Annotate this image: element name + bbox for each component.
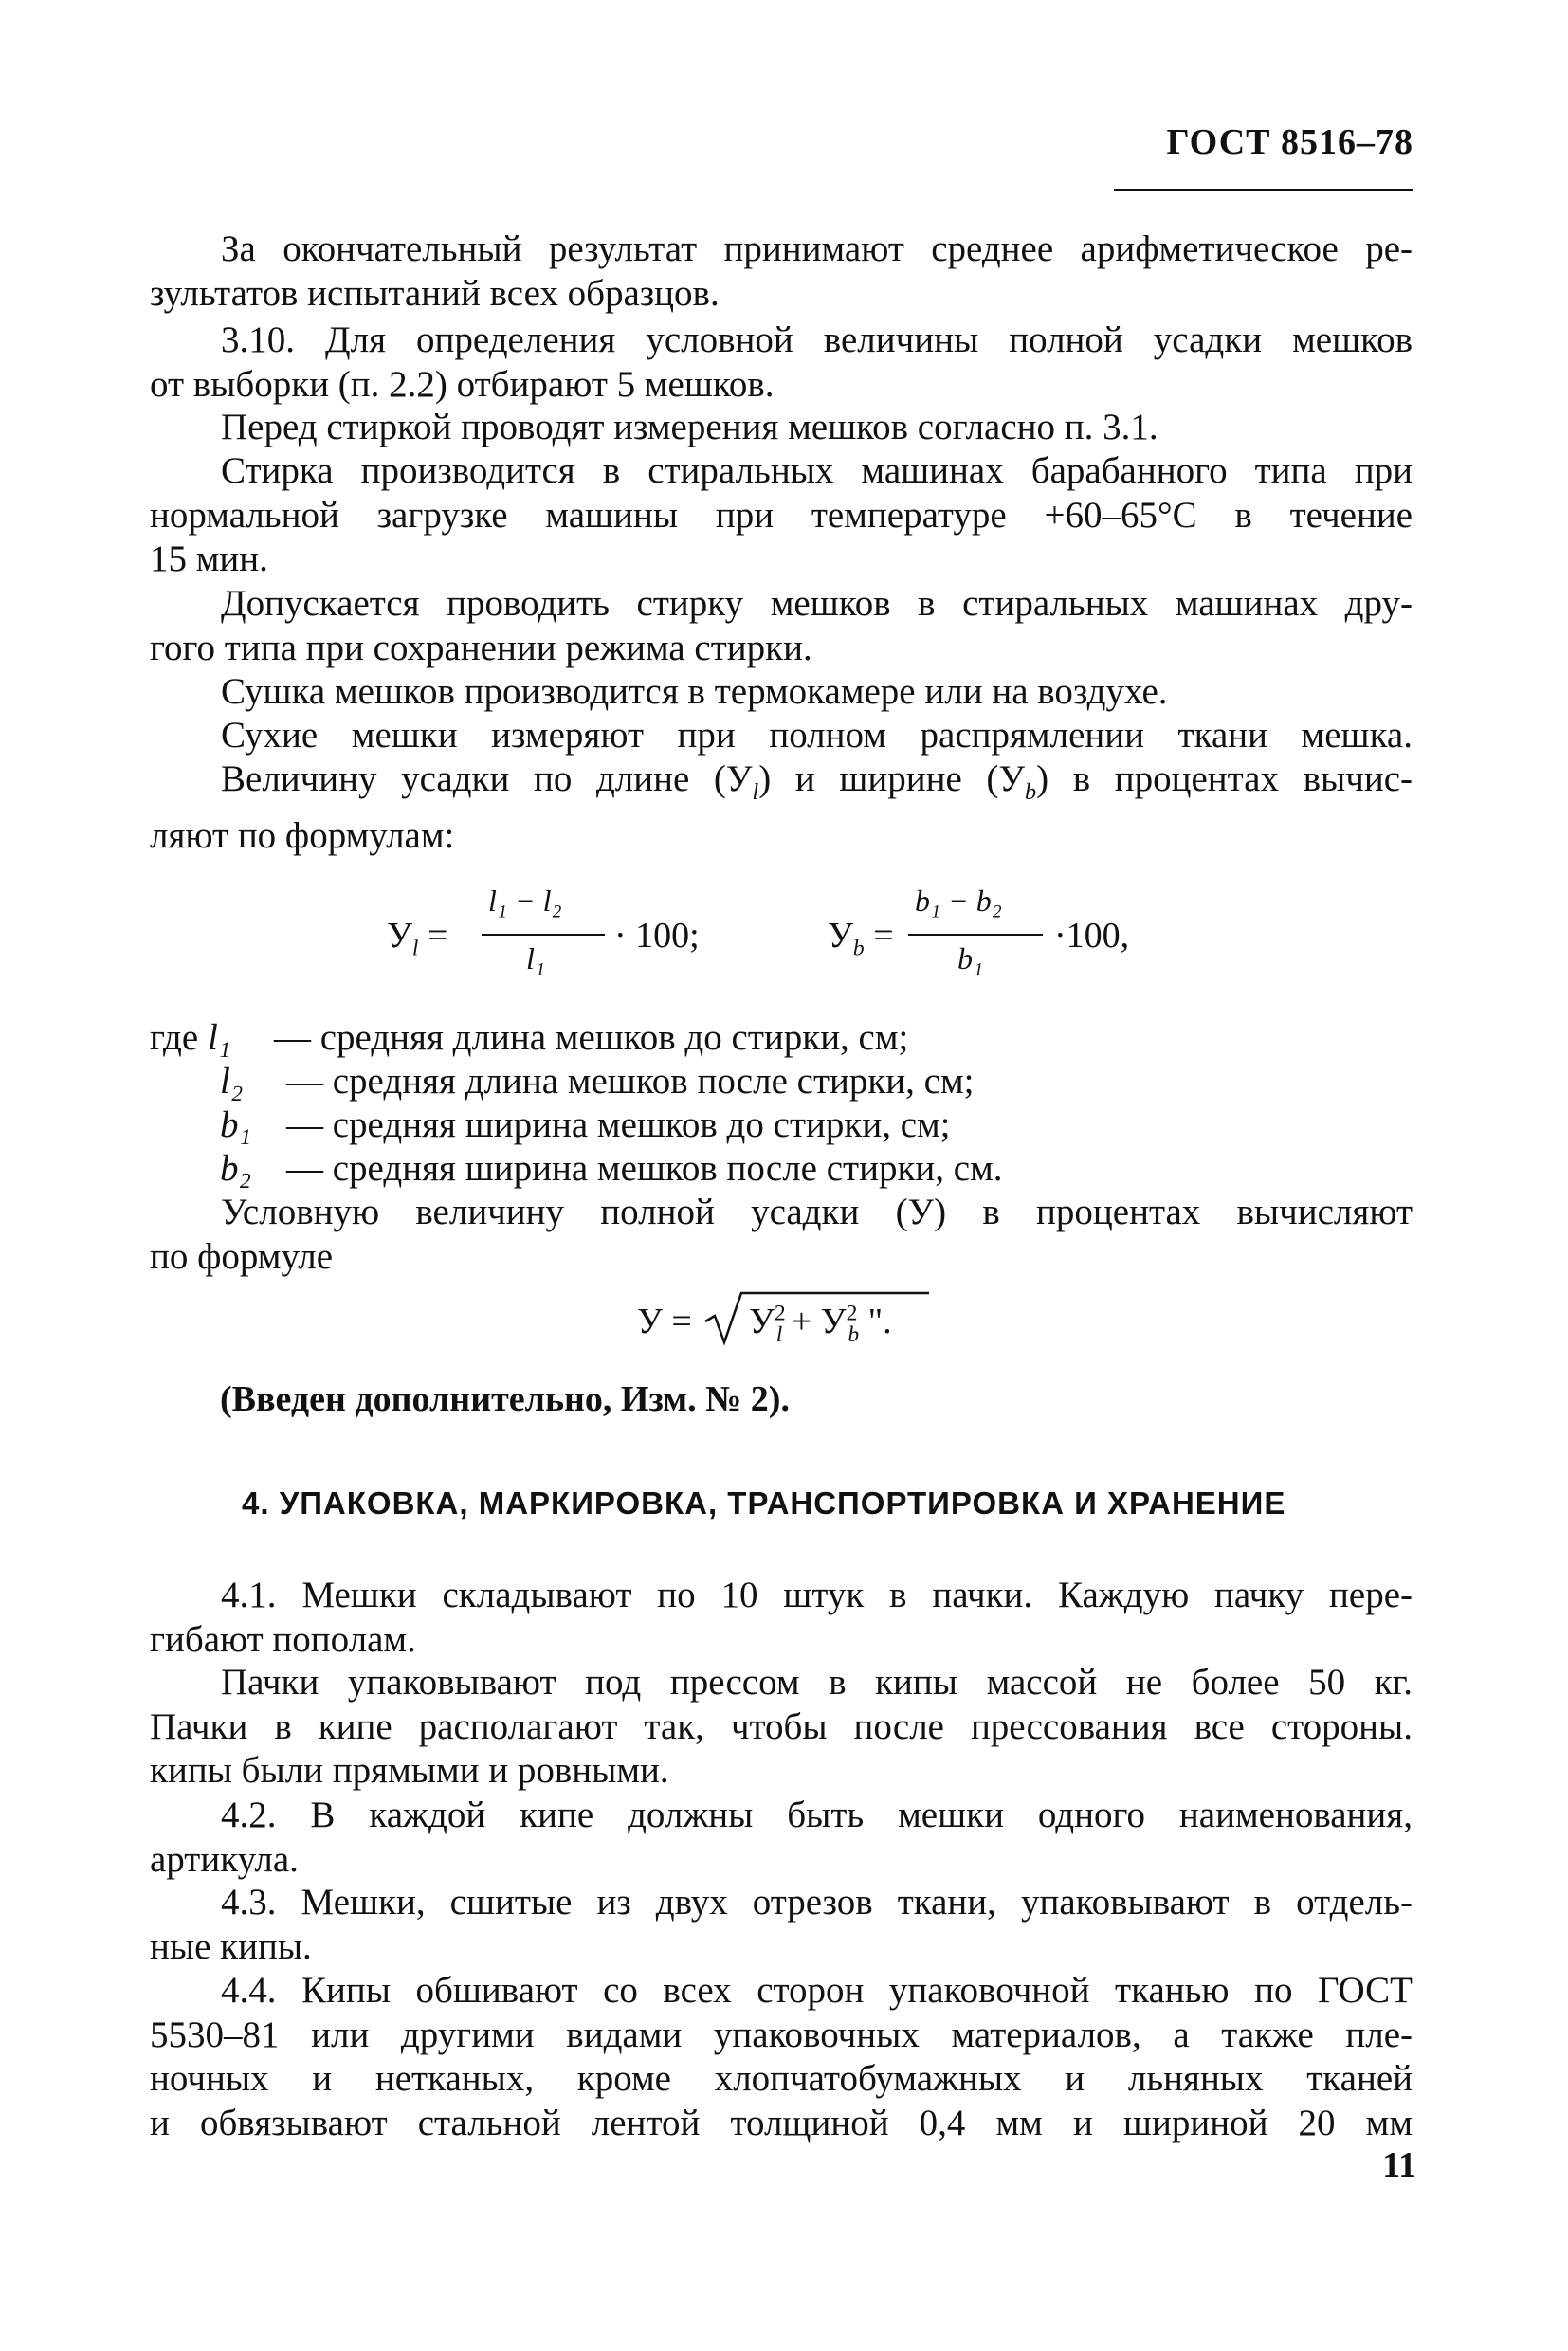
paragraph-3-10 bbox=[150, 319, 1413, 407]
text-line: ные кипы. bbox=[150, 1925, 312, 1967]
fraction-bar bbox=[482, 934, 605, 936]
text-line: артикула. bbox=[150, 1838, 299, 1880]
amendment-note: (Введен дополнительно, Изм. № 2). bbox=[220, 1379, 790, 1419]
paragraph-allowed bbox=[150, 582, 1413, 670]
text-line: Пачки в кипе располагают так, чтобы после прессования все стороны. bbox=[150, 1705, 1413, 1747]
paragraph-dry2 bbox=[150, 714, 1413, 758]
paragraph-measure bbox=[150, 406, 1413, 450]
formula-width-lhs: $У_b$ = bbox=[828, 916, 894, 961]
text-line: Перед стиркой проводят измерения мешков согласно п. 3.1. bbox=[221, 407, 1158, 447]
text-line: гибают пополам. bbox=[150, 1618, 416, 1660]
text-line: За окончательный результат принимают среднее арифметическое ре- bbox=[221, 228, 1413, 269]
formula-total-lhs: У = bbox=[637, 1302, 692, 1341]
text-line: кипы были прямыми и ровными. bbox=[150, 1750, 669, 1791]
formula-width-denominator: b₁ bbox=[957, 941, 984, 975]
paragraph-wash bbox=[150, 449, 1413, 582]
formula-total-radicand: $У^2_l + У^2_b$ ". bbox=[749, 1301, 892, 1347]
standard-code: ГОСТ 8516–78 bbox=[1166, 122, 1413, 162]
fraction-bar bbox=[908, 934, 1043, 936]
paragraph-total bbox=[150, 1191, 1413, 1279]
text-line: 15 мин. bbox=[150, 538, 268, 579]
page-number: 11 bbox=[1382, 2145, 1416, 2185]
text-line: Сушка мешков производится в термокамере или на воздухе. bbox=[221, 671, 1168, 712]
paragraph-4-1 bbox=[150, 1574, 1413, 1662]
definition-row: где l₁ — средняя длина мешков до стирки, см; bbox=[150, 1017, 909, 1058]
text-line: от выборки (п. 2.2) отбирают 5 мешков. bbox=[150, 363, 775, 405]
formula-width-numerator: b₁ − b₂ bbox=[915, 884, 1002, 918]
text-line: ляют по формулам: bbox=[150, 815, 455, 857]
formula-length-numerator: l₁ − l₂ bbox=[488, 884, 562, 918]
definition-row: b₂ — средняя ширина мешков после стирки, см. bbox=[220, 1148, 1003, 1189]
text-line: 4.4. Кипы обшивают со всех сторон упаковочной тканью по ГОСТ bbox=[221, 1970, 1413, 2011]
formula-width-tail: ·100, bbox=[1054, 916, 1130, 956]
formula-length-lhs: $У_l$ = bbox=[387, 916, 448, 961]
text-line: 4.1. Мешки складывают по 10 штук в пачки. Каждую пачку пере- bbox=[221, 1575, 1413, 1615]
text-line: Допускается проводить стирку мешков в стиральных машинах дру- bbox=[221, 583, 1413, 624]
text-line: Пачки упаковывают под прессом в кипы массой не более 50 кг. bbox=[221, 1662, 1413, 1703]
formula-length-tail: · 100; bbox=[614, 916, 700, 956]
paragraph-4-4 bbox=[150, 1969, 1413, 2145]
definition-row: b₁ — средняя ширина мешков до стирки, см; bbox=[220, 1104, 951, 1145]
text-line: нормальной загрузке машины при температуре +60–65°С в течение bbox=[150, 494, 1413, 536]
text-line: Величину усадки по длине $(У_l)$ и ширине $(У_b)$ в процентах вычис- bbox=[221, 758, 1413, 805]
paragraph-4-3 bbox=[150, 1881, 1413, 1969]
paragraph-pack bbox=[150, 1661, 1413, 1794]
paragraph-formula-intro bbox=[150, 757, 1413, 859]
text-line: Стирка производится в стиральных машинах барабанного типа при bbox=[221, 450, 1413, 491]
formula-length-denominator: l₁ bbox=[526, 941, 546, 975]
paragraph-dry bbox=[150, 670, 1413, 715]
section-title: 4. УПАКОВКА, МАРКИРОВКА, ТРАНСПОРТИРОВКА И ХРАНЕНИЕ bbox=[242, 1485, 1286, 1521]
paragraph-final-result bbox=[150, 228, 1413, 316]
header-rule bbox=[1114, 189, 1413, 191]
text-line: 5530–81 или другими видами упаковочных материалов, а также пле- bbox=[150, 2014, 1413, 2055]
text-line: 4.2. В каждой кипе должны быть мешки одного наименования, bbox=[221, 1795, 1413, 1835]
text-line: 4.3. Мешки, сшитые из двух отрезов ткани, упаковывают в отдель- bbox=[221, 1882, 1413, 1923]
text-line: Условную величину полной усадки (У) в процентах вычисляют bbox=[221, 1192, 1413, 1232]
text-line: Сухие мешки измеряют при полном распрямлении ткани мешка. bbox=[221, 715, 1413, 756]
definition-row: l₂ — средняя длина мешков после стирки, см; bbox=[220, 1061, 975, 1102]
text-line: 3.10. Для определения условной величины полной усадки мешков bbox=[221, 319, 1413, 360]
text-line: гого типа при сохранении режима стирки. bbox=[150, 627, 812, 668]
text-line: ночных и нетканых, кроме хлопчатобумажных и льняных тканей bbox=[150, 2058, 1413, 2099]
text-line: и обвязывают стальной лентой толщиной 0,4 мм и шириной 20 мм bbox=[150, 2102, 1413, 2143]
text-line: зультатов испытаний всех образцов. bbox=[150, 272, 720, 314]
paragraph-4-2 bbox=[150, 1794, 1413, 1882]
text-line: по формуле bbox=[150, 1235, 334, 1277]
